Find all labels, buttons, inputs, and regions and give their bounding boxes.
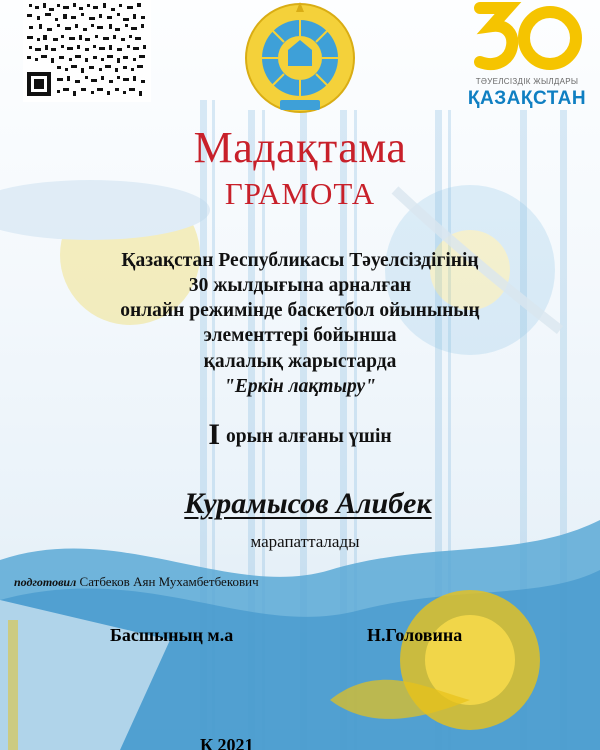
signer-name: Н.Головина [367, 625, 463, 645]
body-line-3: онлайн режимінде баскетбол ойынының [120, 300, 480, 321]
bottom-date-line: К 2021 [200, 735, 254, 750]
state-emblem-icon [240, 0, 360, 115]
body-line-5: қалалық жарыстарда [203, 351, 397, 372]
prepared-by-line [14, 574, 259, 590]
competition-name: "Еркін лақтыру" [224, 376, 376, 397]
place-text: орын алғаны үшін [226, 426, 392, 447]
prepared-by-name: Сатбеков Аян Мухамбетбекович [79, 574, 259, 589]
certificate-title: Мадақтама [193, 123, 407, 172]
body-line-4: элементтері бойынша [203, 325, 397, 346]
qr-code [23, 0, 151, 102]
recipient-name: Курамысов Алибек [184, 487, 432, 520]
logo-subtitle: ТӘУЕЛСІЗДІК ЖЫЛДАРЫ [475, 77, 579, 86]
signer-title: Басшының м.а [110, 625, 234, 645]
place-line [0, 418, 600, 452]
body-line-2: 30 жылдығына арналған [188, 275, 412, 296]
certificate-subtitle: ГРАМОТА [224, 176, 376, 211]
place-number: I [208, 418, 221, 451]
body-line-1: Қазақстан Республикасы Тәуелсіздігінің [121, 250, 479, 271]
logo-country: ҚАЗАҚСТАН [467, 88, 587, 109]
awarded-text: марапатталады [250, 532, 360, 551]
prepared-label: подготовил [14, 575, 77, 589]
